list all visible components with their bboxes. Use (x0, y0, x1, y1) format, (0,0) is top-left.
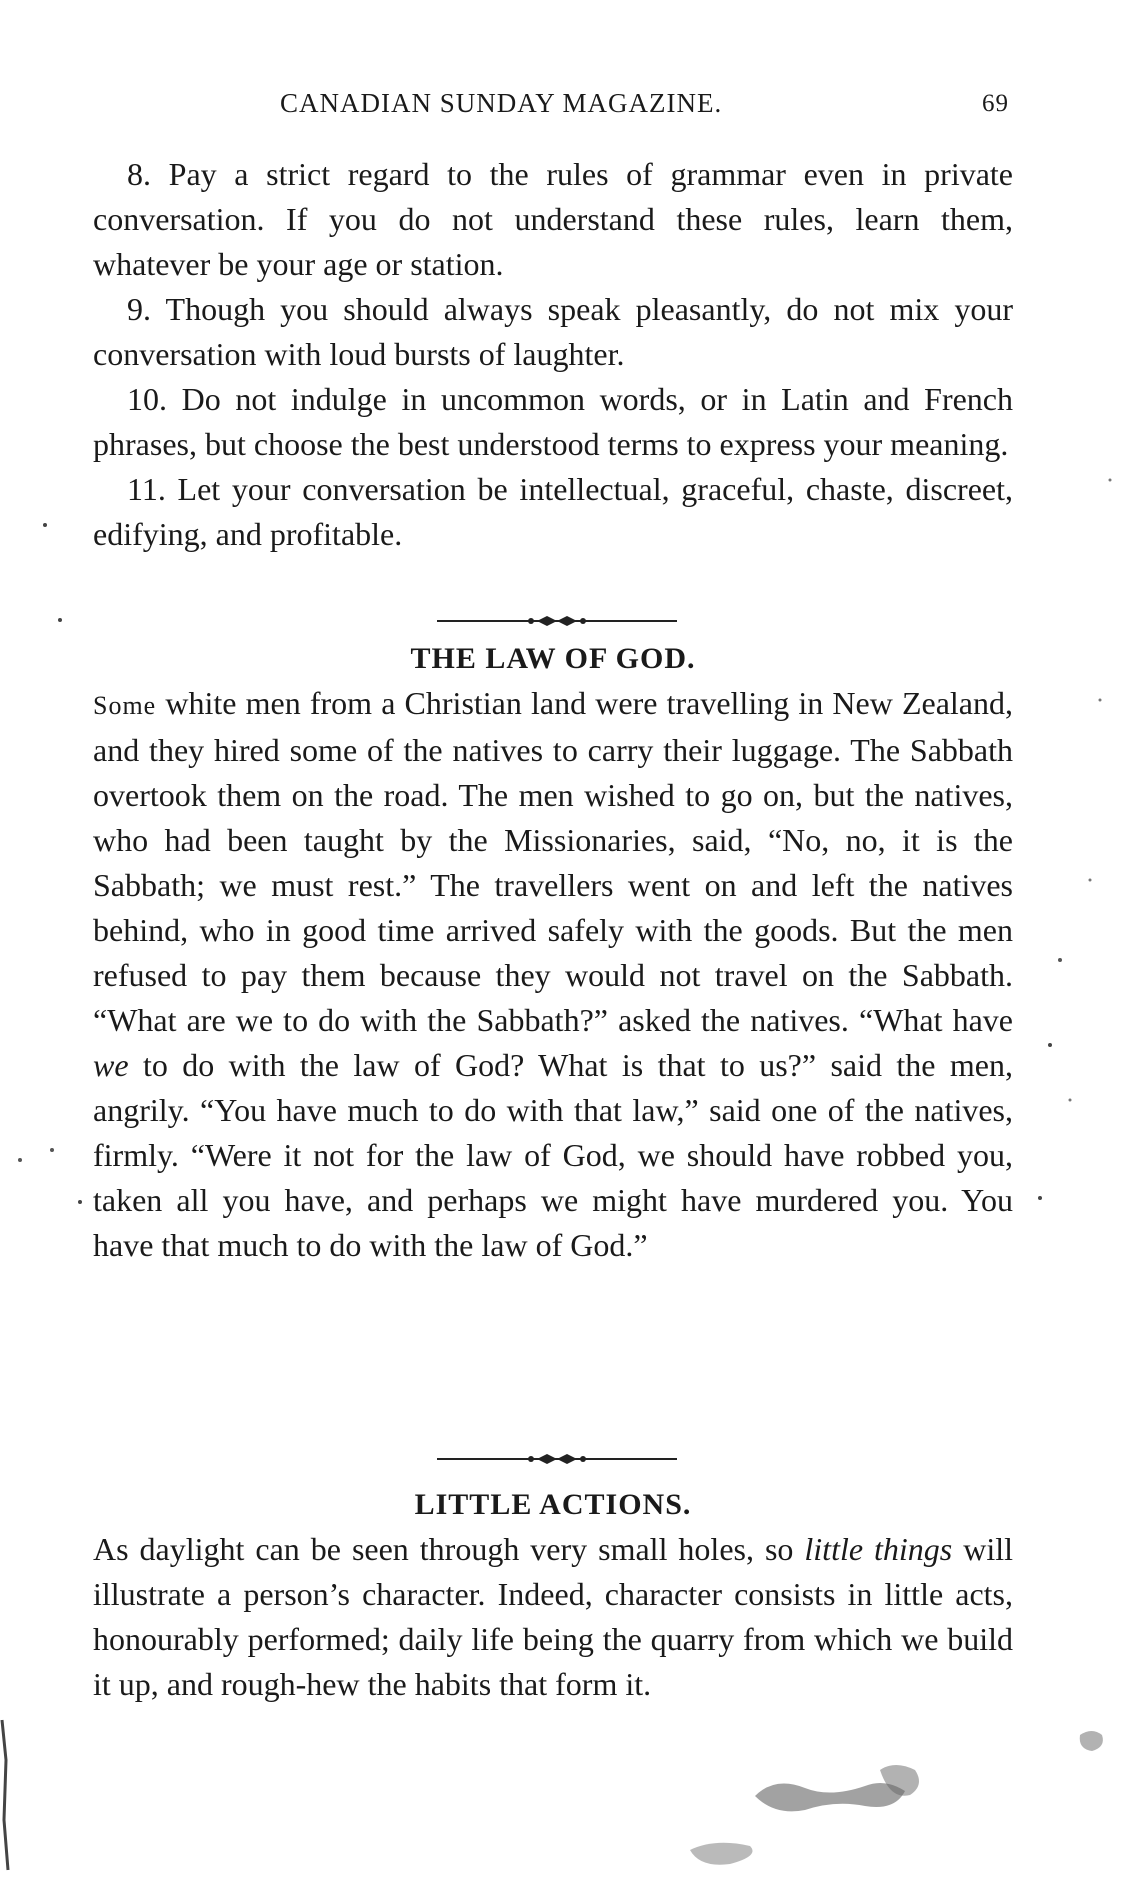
page-number: 69 (982, 90, 1009, 117)
body-text-part-1: white men from a Christian land were travelling in New Zealand, and they hired some of the natives to carry their luggage. The Sabbath overtook them on the road. The men wished to go on, but the natives, who had been taught by the Missionaries, said, “No, no, it is the Sabbath; we must rest.” The travellers went on and left the natives behind, who in good time arrived safely with the goods. But the men refused to pay them because they would not travel on the Sabbath. “What are we to do with the Sabbath?” asked the natives. “What have (93, 685, 1013, 1038)
list-item-text: Pay a strict regard to the rules of grammar even in private conversation. If you do not understand these rules, learn them, whatever be your age or station. (93, 156, 1014, 282)
section-heading: LITTLE ACTIONS. (414, 1488, 692, 1521)
list-item-number: 9. (127, 291, 151, 327)
emphasized-phrase: little things (804, 1531, 953, 1567)
running-title: CANADIAN SUNDAY MAGAZINE. (280, 88, 723, 118)
lead-word: Some (93, 691, 157, 720)
list-item-number: 10. (127, 381, 167, 417)
body-text-part-2: will illustrate a person’s character. Indeed, character consists in little acts, honourably performed; daily life being the quarry from which we build it up, and rough-hew the habits that form it. (93, 1531, 1014, 1702)
list-item-text: Let your conversation be intellectual, graceful, chaste, discreet, edifying, and profitable. (93, 471, 1014, 552)
list-item-number: 11. (127, 471, 166, 507)
body-text-part-1: As daylight can be seen through very small holes, so (93, 1531, 805, 1567)
emphasized-word: we (93, 1047, 129, 1083)
list-item-number: 8. (127, 156, 151, 192)
section-heading: THE LAW OF GOD. (410, 642, 696, 675)
list-item-text: Do not indulge in uncommon words, or in Latin and French phrases, but choose the best understood terms to express your meaning. (93, 381, 1014, 462)
list-item-text: Though you should always speak pleasantly, do not mix your conversation with loud bursts of laughter. (93, 291, 1014, 372)
body-text-part-2: to do with the law of God? What is that to us?” said the men, angrily. “You have much to do with that law,” said one of the natives, firmly. “Were it not for the law of God, we should have robbed you, taken all you have, and perhaps we might have murdered you. You have that much to do with the law of God.” (93, 1047, 1013, 1263)
